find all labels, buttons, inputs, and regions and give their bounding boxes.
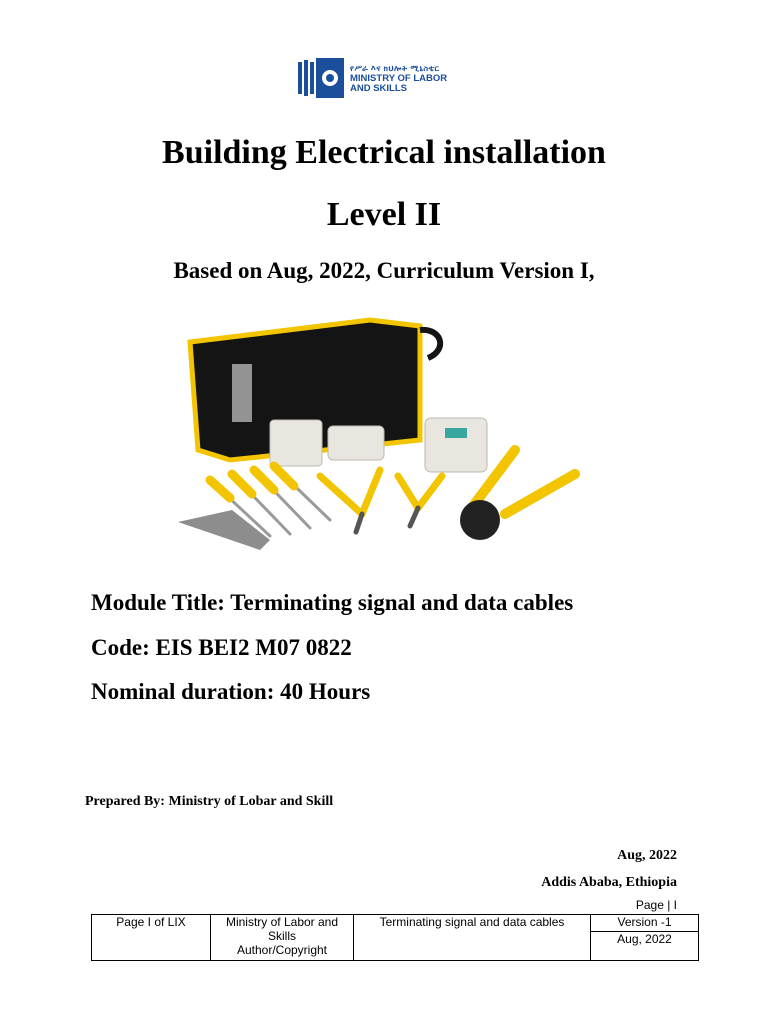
- document-title: Building Electrical installation: [162, 134, 606, 171]
- footer-table: [91, 914, 699, 961]
- footer-org-line-1: Ministry of Labor and: [225, 915, 339, 929]
- level-heading: Level II: [326, 196, 442, 233]
- curriculum-subtitle: Based on Aug, 2022, Curriculum Version I,: [173, 258, 595, 283]
- footer-org-cell: [211, 915, 354, 961]
- cable-testers: [270, 418, 487, 472]
- publication-place: Addis Ababa, Ethiopia: [541, 875, 677, 890]
- pliers: [320, 470, 442, 532]
- footer-module-cell: Terminating signal and data cables: [354, 915, 591, 961]
- tool-kit-photo: [170, 300, 600, 562]
- page-number: Page | I: [635, 898, 677, 912]
- footer-page-cell: Page I of LIX: [92, 915, 211, 961]
- footer-date-cell: Aug, 2022: [591, 932, 699, 961]
- logo-line-2: AND SKILLS: [350, 83, 407, 94]
- ministry-emblem-icon: [298, 58, 346, 98]
- module-title: Module Title: Terminating signal and data cables: [91, 590, 574, 615]
- nominal-duration: Nominal duration: 40 Hours: [91, 679, 371, 704]
- footer-version-cell: Version -1: [591, 915, 699, 932]
- module-code: Code: EIS BEI2 M07 0822: [91, 635, 352, 660]
- publication-date: Aug, 2022: [617, 848, 677, 863]
- wire-stripper: [178, 510, 270, 550]
- footer-org-line-2: Skills: [267, 929, 296, 943]
- logo-line-1: MINISTRY OF LABOR: [350, 73, 448, 84]
- logo-text: [350, 64, 447, 94]
- footer-org-line-3: Author/Copyright: [236, 943, 328, 957]
- prepared-by: Prepared By: Ministry of Lobar and Skill: [85, 794, 334, 809]
- logo-amharic-text: የሥራ እና ክህሎት ሚኒስቴር: [350, 64, 440, 73]
- ministry-logo: [298, 58, 468, 98]
